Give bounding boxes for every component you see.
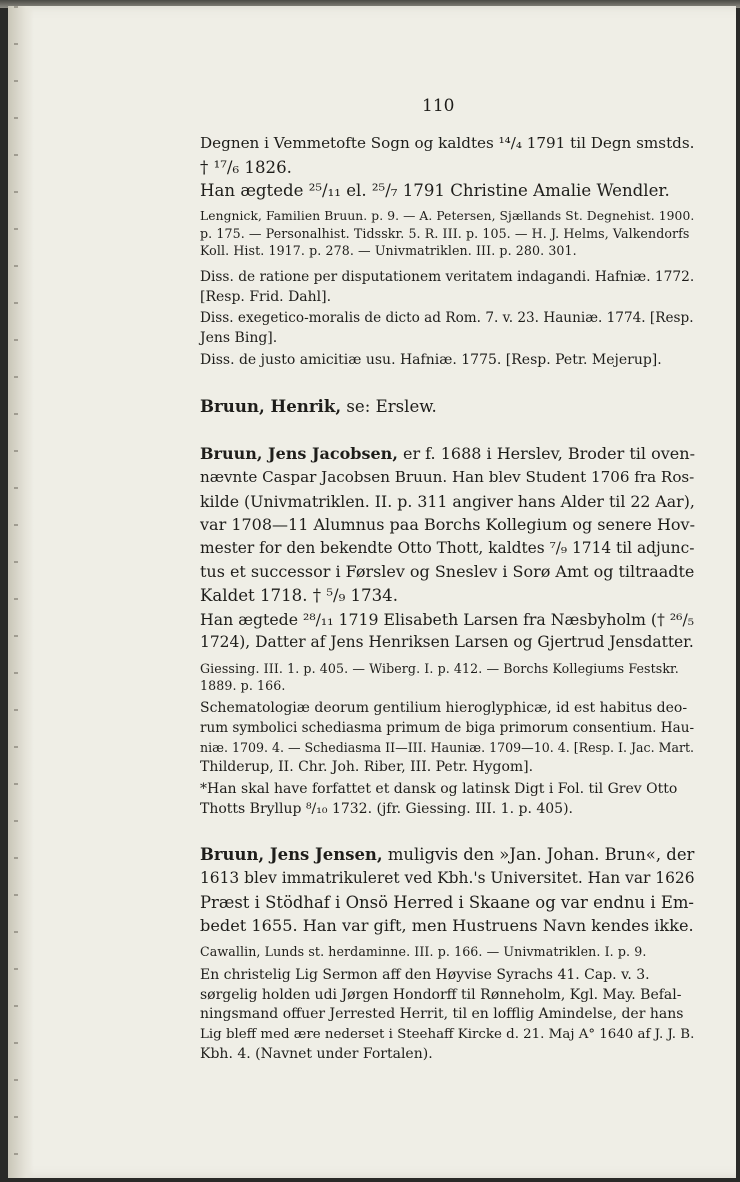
- entry-text: se: Erslew.: [341, 396, 437, 416]
- ref-line: 1889. p. 166.: [200, 677, 286, 693]
- text-line: † ¹⁷/₆ 1826.: [200, 157, 292, 177]
- text-line: 1724), Datter af Jens Henriksen Larsen og Gjertrud Jensdatter.: [200, 633, 694, 652]
- marriage-line: Han ægtede ²⁵/₁₁ el. ²⁵/₇ 1791 Christine Amalie Wendler.: [200, 181, 670, 201]
- text-line: Præst i Stödhaf i Onsö Herred i Skaane og var endnu i Em-: [200, 892, 694, 912]
- references: [200, 208, 697, 259]
- references: [200, 943, 697, 960]
- works-list: [200, 268, 697, 371]
- text-line: mester for den bekendte Otto Thott, kaldtes ⁷/₉ 1714 til adjunc-: [200, 538, 695, 557]
- works-list: [200, 699, 697, 820]
- work-line: Jens Bing].: [200, 330, 278, 347]
- ref-line: Lengnick, Familien Bruun. p. 9. — A. Petersen, Sjællands St. Degnehist. 1900.: [200, 208, 695, 223]
- work-line: rum symbolici schediasma primum de biga primorum consentium. Hau-: [200, 719, 695, 736]
- work-line: Thilderup, II. Chr. Joh. Riber, III. Petr. Hygom].: [200, 759, 534, 776]
- text-line: var 1708—11 Alumnus paa Borchs Kollegium og senere Hov-: [200, 515, 695, 535]
- page-gutter-shadow: [8, 6, 34, 1178]
- text-line: nævnte Caspar Jacobsen Bruun. Han blev Student 1706 fra Ros-: [200, 467, 695, 486]
- work-line: sørgelig holden udi Jørgen Hondorff til Rønneholm, Kgl. May. Befal-: [200, 986, 682, 1003]
- work-line: Diss. exegetico-moralis de dicto ad Rom. 7. v. 23. Hauniæ. 1774. [Resp.: [200, 310, 694, 327]
- entry-continuation: [200, 132, 697, 371]
- work-line: *Han skal have forfattet et dansk og latinsk Digt i Fol. til Grev Otto: [200, 780, 678, 797]
- ref-line: p. 175. — Personalhist. Tidsskr. 5. R. III. p. 105. — H. J. Helms, Valkendorfs: [200, 225, 690, 241]
- ref-line: Cawallin, Lunds st. herdaminne. III. p. 166. — Univmatriklen. I. p. 9.: [200, 943, 647, 959]
- work-line: Diss. de justo amicitiæ usu. Hafniæ. 1775. [Resp. Petr. Mejerup].: [200, 351, 662, 368]
- work-line: Schematologiæ deorum gentilium hieroglyphicæ, id est habitus deo-: [200, 699, 688, 716]
- text-line: Degnen i Vemmetofte Sogn og kaldtes ¹⁴/₄ 1791 til Degn smstds.: [200, 134, 695, 152]
- works-list: [200, 966, 697, 1065]
- page-text: [200, 132, 697, 1065]
- text-line: muligvis den »Jan. Johan. Brun«, der: [382, 845, 695, 865]
- work-line: niæ. 1709. 4. — Schediasma II—III. Hauniæ. 1709—10. 4. [Resp. I. Jac. Mart.: [200, 740, 695, 756]
- work-line: En christelig Lig Sermon aff den Høyvise Syrachs 41. Cap. v. 3.: [200, 966, 650, 983]
- text-line: bedet 1655. Han var gift, men Hustruens Navn kendes ikke.: [200, 916, 694, 936]
- binding-marks: [14, 6, 18, 1178]
- text-line: Kaldet 1718. † ⁵/₉ 1734.: [200, 585, 399, 605]
- entry-jens-jensen-bruun: [200, 843, 697, 1064]
- text-line: kilde (Univmatriklen. II. p. 311 angiver hans Alder til 22 Aar),: [200, 491, 695, 511]
- work-line: [Resp. Frid. Dahl].: [200, 288, 332, 305]
- entry-heading: Bruun, Jens Jensen,: [200, 845, 383, 865]
- entry-heading: Bruun, Jens Jacobsen,: [200, 444, 398, 464]
- work-line: Thotts Bryllup ⁸/₁₀ 1732. (jfr. Giessing. III. 1. p. 405).: [200, 800, 573, 817]
- work-line: Diss. de ratione per disputationem veritatem indagandi. Hafniæ. 1772.: [200, 268, 695, 285]
- work-line: ningsmand offuer Jerrested Herrit, til en lofflig Amindelse, der hans: [200, 1006, 684, 1023]
- work-line: Kbh. 4. (Navnet under Fortalen).: [200, 1046, 433, 1063]
- text-line: tus et successor i Førslev og Sneslev i Sorø Amt og tiltraadte: [200, 562, 695, 582]
- work-line: Lig bleff med ære nederset i Steehaff Kircke d. 21. Maj A° 1640 af J. J. B.: [200, 1027, 695, 1043]
- page-number: 110: [422, 96, 455, 116]
- text-line: Han ægtede ²⁸/₁₁ 1719 Elisabeth Larsen fra Næsbyholm († ²⁶/₅: [200, 609, 695, 629]
- entry-henrik-bruun: [200, 395, 697, 419]
- text-line: er f. 1688 i Herslev, Broder til oven-: [397, 444, 695, 464]
- ref-line: Giessing. III. 1. p. 405. — Wiberg. I. p. 412. — Borchs Kollegiums Festskr.: [200, 660, 679, 676]
- entry-jens-jacobsen-bruun: [200, 442, 697, 819]
- text-line: 1613 blev immatrikuleret ved Kbh.'s Universitet. Han var 1626: [200, 869, 695, 888]
- references: [200, 660, 697, 694]
- ref-line: Koll. Hist. 1917. p. 278. — Univmatriklen. III. p. 280. 301.: [200, 242, 577, 258]
- entry-heading: Bruun, Henrik,: [200, 395, 342, 416]
